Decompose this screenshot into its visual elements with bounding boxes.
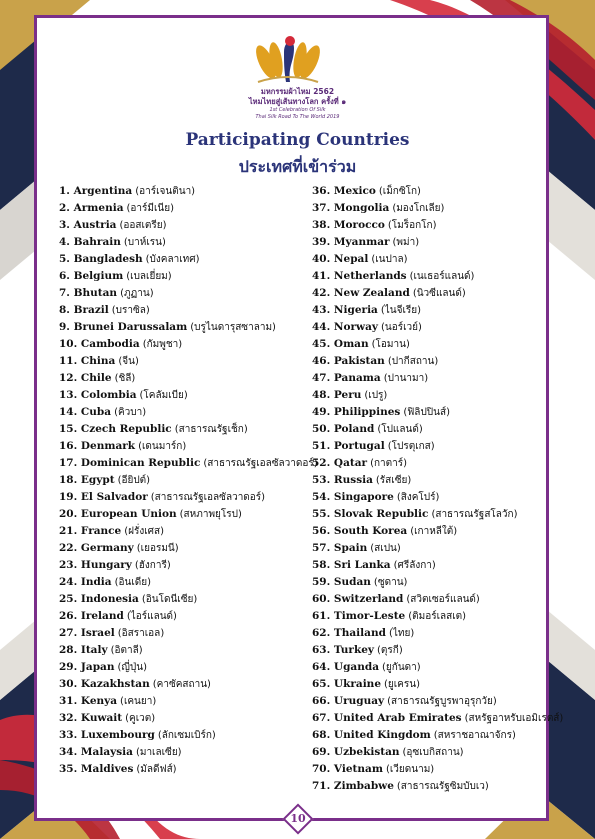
country-item	[312, 489, 544, 506]
country-item	[312, 438, 544, 455]
country-item	[312, 234, 544, 251]
country-item	[59, 557, 309, 574]
country-name-thai: (ปานามา)	[383, 373, 429, 384]
country-item	[312, 370, 544, 387]
country-name-thai: (มัลดีฟส์)	[136, 764, 177, 775]
country-name-thai: (นอร์เวย์)	[381, 322, 422, 333]
country-name-english: 12. Chile	[59, 372, 112, 384]
country-name-thai: (มาเลเซีย)	[135, 747, 182, 758]
country-item	[312, 251, 544, 268]
country-item	[59, 625, 309, 642]
country-item	[312, 523, 544, 540]
country-name-thai: (สาธารณรัฐเอลซัลวาดอร์)	[203, 458, 318, 469]
country-name-thai: (มองโกเลีย)	[392, 203, 445, 214]
country-name-thai: (อิสราเอล)	[117, 628, 165, 639]
country-item	[59, 710, 309, 727]
country-item	[59, 353, 309, 370]
country-name-english: 8. Brazil	[59, 304, 109, 316]
country-name-english: 6. Belgium	[59, 270, 124, 282]
logo-caption-en-1: 1st Celebration Of Silk	[269, 107, 326, 113]
country-name-english: 27. Israel	[59, 627, 115, 639]
country-item	[312, 302, 544, 319]
country-name-thai: (เม็กซิโก)	[378, 186, 421, 197]
country-item	[59, 285, 309, 302]
country-name-thai: (เวียดนาม)	[385, 764, 435, 775]
country-name-english: 40. Nepal	[312, 253, 369, 265]
country-item	[59, 540, 309, 557]
country-item	[59, 523, 309, 540]
country-item	[312, 625, 544, 642]
logo-caption-en-2: Thai Silk Road To The World 2019	[255, 114, 340, 120]
country-name-english: 4. Bahrain	[59, 236, 121, 248]
country-name-thai: (เนเธอร์แลนด์)	[409, 271, 475, 282]
country-name-english: 11. China	[59, 355, 116, 367]
country-name-english: 31. Kenya	[59, 695, 118, 707]
country-name-english: 18. Egypt	[59, 474, 115, 486]
country-name-thai: (สหราชอาณาจักร)	[433, 730, 516, 741]
country-item	[59, 200, 309, 217]
country-name-thai: (ออสเตรีย)	[119, 220, 167, 231]
country-item	[312, 608, 544, 625]
country-name-english: 69. Uzbekistan	[312, 746, 400, 758]
page-number: 10	[290, 812, 306, 825]
country-item	[312, 285, 544, 302]
country-list-right	[312, 183, 564, 795]
country-item	[312, 319, 544, 336]
country-name-thai: (บราซิล)	[111, 305, 150, 316]
country-item	[59, 370, 309, 387]
country-item	[59, 608, 309, 625]
country-name-thai: (ฮังการี)	[134, 560, 171, 571]
country-list-left	[59, 183, 318, 778]
country-name-thai: (สิงคโปร์)	[396, 492, 440, 503]
country-name-thai: (คูเวต)	[125, 713, 156, 724]
country-name-english: 50. Poland	[312, 423, 375, 435]
country-name-thai: (โปแลนด์)	[377, 424, 423, 435]
country-name-thai: (สาธารณรัฐเอลซัลวาดอร์)	[150, 492, 266, 503]
country-item	[312, 421, 544, 438]
country-item	[59, 591, 309, 608]
country-name-thai: (อินเดีย)	[114, 577, 152, 588]
country-name-thai: (เปรู)	[364, 390, 388, 401]
silk-festival-logo	[248, 32, 328, 88]
country-name-thai: (ไทย)	[388, 628, 415, 639]
country-name-thai: (รัสเซีย)	[375, 475, 412, 486]
country-item	[59, 217, 309, 234]
country-name-english: 38. Morocco	[312, 219, 385, 231]
country-name-thai: (เบลเยี่ยม)	[126, 271, 172, 282]
country-name-english: 2. Armenia	[59, 202, 124, 214]
country-item	[312, 455, 544, 472]
country-name-english: 54. Singapore	[312, 491, 394, 503]
country-name-thai: (จีน)	[118, 356, 139, 367]
country-name-thai: (อียิปต์)	[117, 475, 151, 486]
country-name-english: 47. Panama	[312, 372, 381, 384]
country-name-thai: (โคลัมเบีย)	[139, 390, 188, 401]
country-name-english: 64. Uganda	[312, 661, 380, 673]
country-name-thai: (ยูเครน)	[384, 679, 420, 690]
country-name-english: 10. Cambodia	[59, 338, 140, 350]
country-name-english: 57. Spain	[312, 542, 368, 554]
country-name-english: 52. Qatar	[312, 457, 368, 469]
country-name-thai: (กาตาร์)	[370, 458, 408, 469]
country-name-english: 20. European Union	[59, 508, 177, 520]
country-name-english: 23. Hungary	[59, 559, 132, 571]
country-name-english: 30. Kazakhstan	[59, 678, 150, 690]
country-name-thai: (ลักเซมเบิร์ก)	[157, 730, 216, 741]
country-name-english: 41. Netherlands	[312, 270, 407, 282]
country-name-english: 16. Denmark	[59, 440, 136, 452]
country-item	[59, 506, 309, 523]
country-item	[312, 778, 544, 795]
country-item	[312, 268, 544, 285]
country-item	[59, 302, 309, 319]
country-name-english: 61. Timor-Leste	[312, 610, 406, 622]
country-name-thai: (กัมพูชา)	[142, 339, 183, 350]
country-name-english: 24. India	[59, 576, 112, 588]
country-item	[312, 744, 544, 761]
country-item	[59, 438, 309, 455]
logo-caption-thai-1: มหกรรมผ้าไหม 2562	[260, 87, 335, 96]
country-item	[59, 455, 318, 472]
country-name-thai: (เยอรมนี)	[136, 543, 179, 554]
country-name-thai: (สวิตเซอร์แลนด์)	[406, 594, 480, 605]
country-name-thai: (พม่า)	[392, 237, 420, 248]
country-name-thai: (ยูกันดา)	[382, 662, 421, 673]
country-name-english: 67. United Arab Emirates	[312, 712, 462, 724]
country-name-thai: (ซูดาน)	[373, 577, 408, 588]
country-name-thai: (ปากีสถาน)	[387, 356, 439, 367]
country-item	[59, 676, 309, 693]
country-item	[59, 421, 309, 438]
country-name-thai: (ฟิลิปปินส์)	[403, 407, 450, 418]
country-name-english: 68. United Kingdom	[312, 729, 431, 741]
country-name-thai: (ไอร์แลนด์)	[126, 611, 177, 622]
country-item	[312, 659, 544, 676]
country-item	[59, 319, 309, 336]
country-name-english: 58. Sri Lanka	[312, 559, 391, 571]
country-name-english: 37. Mongolia	[312, 202, 390, 214]
country-name-english: 70. Vietnam	[312, 763, 383, 775]
country-name-thai: (อุซเบกิสถาน)	[402, 747, 464, 758]
country-name-english: 66. Uruguay	[312, 695, 385, 707]
country-name-thai: (คาซัคสถาน)	[152, 679, 211, 690]
country-item	[312, 761, 544, 778]
country-name-english: 49. Philippines	[312, 406, 401, 418]
country-name-english: 25. Indonesia	[59, 593, 139, 605]
country-item	[312, 591, 544, 608]
country-name-english: 29. Japan	[59, 661, 115, 673]
country-name-english: 60. Switzerland	[312, 593, 404, 605]
country-name-thai: (สหภาพยุโรป)	[179, 509, 242, 520]
country-name-english: 3. Austria	[59, 219, 117, 231]
country-name-english: 45. Oman	[312, 338, 369, 350]
page-title-thai: ประเทศที่เข้าร่วม	[238, 157, 357, 176]
country-name-english: 59. Sudan	[312, 576, 371, 588]
country-name-english: 28. Italy	[59, 644, 108, 656]
country-name-english: 55. Slovak Republic	[312, 508, 429, 520]
country-item	[312, 574, 544, 591]
country-name-thai: (ติมอร์เลสเต)	[408, 611, 467, 622]
country-item	[59, 251, 309, 268]
logo-caption-thai-2: ไหมไทยสู่เส้นทางโลก ครั้งที่ ๑	[248, 97, 347, 106]
country-item	[59, 642, 309, 659]
country-name-english: 53. Russia	[312, 474, 373, 486]
country-name-thai: (เดนมาร์ก)	[138, 441, 187, 452]
country-name-thai: (โปรตุเกส)	[387, 441, 435, 452]
country-name-thai: (นิวซีแลนด์)	[412, 288, 466, 299]
country-name-thai: (โมร็อกโก)	[387, 220, 437, 231]
country-item	[59, 404, 309, 421]
country-name-english: 19. El Salvador	[59, 491, 148, 503]
country-name-thai: (ตุรกี)	[377, 645, 403, 656]
country-item	[59, 744, 309, 761]
country-name-english: 1. Argentina	[59, 185, 133, 197]
country-name-english: 13. Colombia	[59, 389, 137, 401]
country-name-english: 9. Brunei Darussalam	[59, 321, 188, 333]
country-name-english: 21. France	[59, 525, 122, 537]
country-item	[59, 268, 309, 285]
country-item	[312, 336, 544, 353]
country-item	[312, 727, 544, 744]
country-name-thai: (อาร์มีเนีย)	[126, 203, 175, 214]
country-name-english: 44. Norway	[312, 321, 378, 333]
country-name-english: 63. Turkey	[312, 644, 374, 656]
country-name-english: 26. Ireland	[59, 610, 124, 622]
country-name-english: 48. Peru	[312, 389, 362, 401]
country-name-english: 51. Portugal	[312, 440, 385, 452]
country-name-thai: (ภูฏาน)	[120, 288, 154, 299]
country-name-thai: (เนปาล)	[371, 254, 408, 265]
country-name-english: 33. Luxembourg	[59, 729, 155, 741]
country-name-english: 46. Pakistan	[312, 355, 385, 367]
country-name-thai: (สาธารณรัฐสโลวัก)	[431, 509, 518, 520]
country-item	[312, 557, 544, 574]
country-name-english: 15. Czech Republic	[59, 423, 172, 435]
country-name-english: 65. Ukraine	[312, 678, 381, 690]
country-item	[312, 387, 544, 404]
country-name-thai: (เกาหลีใต้)	[410, 526, 458, 537]
country-name-thai: (สาธารณรัฐบูรพาอุรุกวัย)	[387, 696, 497, 707]
country-name-english: 43. Nigeria	[312, 304, 378, 316]
country-name-english: 62. Thailand	[312, 627, 386, 639]
country-item	[312, 404, 544, 421]
country-name-thai: (ไนจีเรีย)	[380, 305, 422, 316]
country-name-english: 7. Bhutan	[59, 287, 118, 299]
country-item	[312, 506, 544, 523]
country-item	[59, 234, 309, 251]
country-item	[59, 336, 309, 353]
country-name-english: 36. Mexico	[312, 185, 376, 197]
country-item	[59, 472, 309, 489]
country-item	[59, 183, 309, 200]
country-item	[312, 353, 544, 370]
country-name-english: 32. Kuwait	[59, 712, 123, 724]
country-name-thai: (ฝรั่งเศส)	[124, 526, 165, 537]
country-name-english: 42. New Zealand	[312, 287, 410, 299]
page-title-english: Participating Countries	[185, 130, 410, 150]
country-name-english: 14. Cuba	[59, 406, 112, 418]
country-name-thai: (ญี่ปุ่น)	[117, 662, 147, 673]
country-name-thai: (ศรีลังกา)	[393, 560, 436, 571]
country-name-thai: (คิวบา)	[114, 407, 147, 418]
country-name-thai: (สาธารณรัฐเช็ก)	[174, 424, 248, 435]
country-name-thai: (สเปน)	[370, 543, 401, 554]
country-item	[59, 659, 309, 676]
country-name-thai: (บังคลาเทศ)	[145, 254, 200, 265]
country-name-english: 17. Dominican Republic	[59, 457, 201, 469]
country-name-thai: (อาร์เจนตินา)	[135, 186, 196, 197]
country-item	[312, 693, 544, 710]
country-item	[312, 472, 544, 489]
country-item	[59, 727, 309, 744]
country-item	[312, 200, 544, 217]
country-name-thai: (อินโดนีเซีย)	[141, 594, 198, 605]
country-name-english: 56. South Korea	[312, 525, 408, 537]
country-name-thai: (สหรัฐอาหรับเอมิเรตส์)	[464, 713, 564, 724]
country-name-thai: (ชิลี)	[114, 373, 136, 384]
country-item	[312, 710, 564, 727]
country-item	[59, 693, 309, 710]
country-name-english: 71. Zimbabwe	[312, 780, 394, 792]
country-name-thai: (อิตาลี)	[110, 645, 143, 656]
country-item	[312, 217, 544, 234]
country-item	[59, 761, 309, 778]
country-name-thai: (บรูไนดารุสซาลาม)	[190, 322, 276, 333]
country-name-english: 39. Myanmar	[312, 236, 390, 248]
country-item	[312, 183, 544, 200]
country-name-english: 34. Malaysia	[59, 746, 133, 758]
country-item	[312, 642, 544, 659]
country-name-thai: (เคนยา)	[120, 696, 157, 707]
country-item	[59, 489, 309, 506]
country-item	[312, 676, 544, 693]
country-item	[312, 540, 544, 557]
country-name-english: 5. Bangladesh	[59, 253, 143, 265]
country-item	[59, 387, 309, 404]
country-name-thai: (บาห์เรน)	[123, 237, 166, 248]
country-item	[59, 574, 309, 591]
country-name-thai: (สาธารณรัฐซิมบับเว)	[396, 781, 489, 792]
country-name-thai: (โอมาน)	[371, 339, 410, 350]
country-name-english: 35. Maldives	[59, 763, 134, 775]
country-name-english: 22. Germany	[59, 542, 134, 554]
